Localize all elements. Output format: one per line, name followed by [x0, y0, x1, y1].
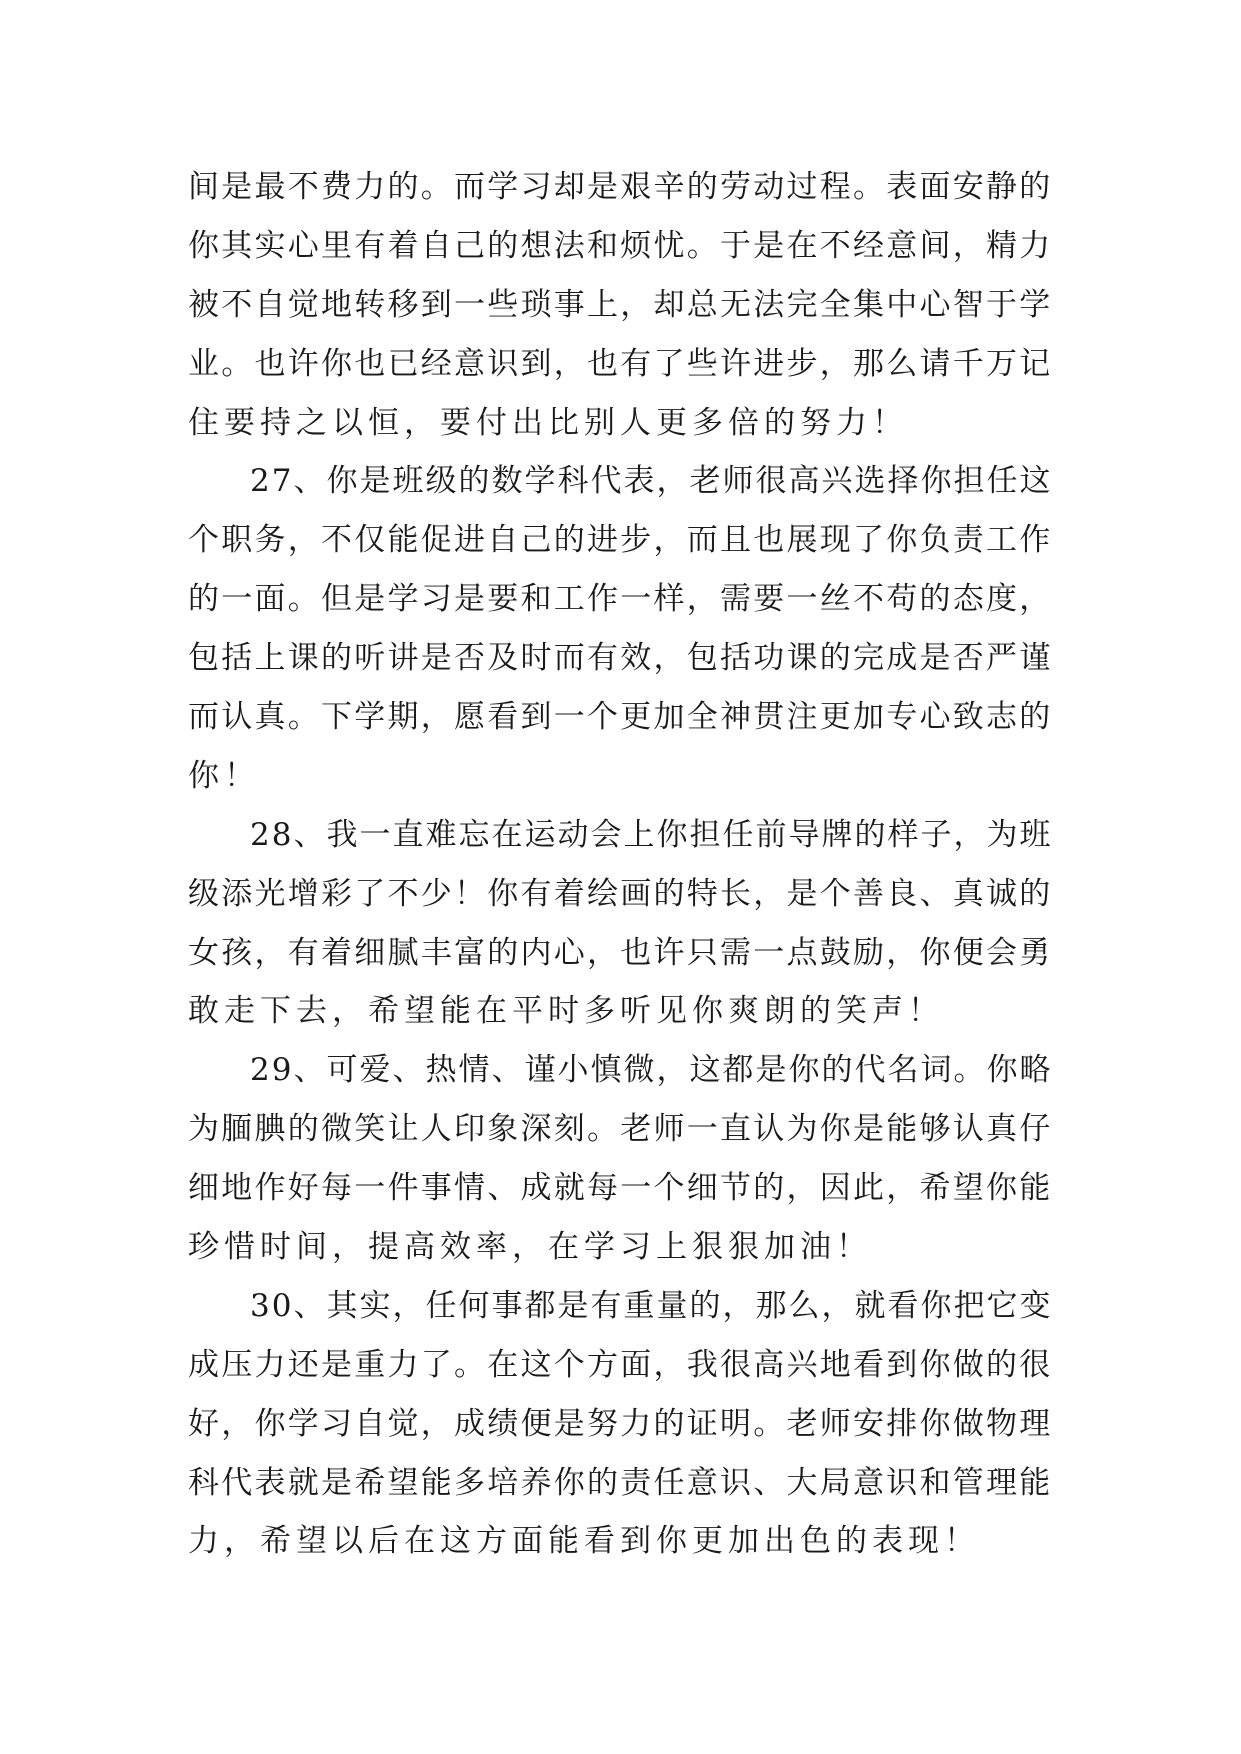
text-line: 女孩，有着细腻丰富的内心，也许只需一点鼓励，你便会勇: [188, 934, 1053, 971]
text-line: 被不自觉地转移到一些琐事上，却总无法完全集中心智于学: [188, 286, 1053, 323]
text-line: 间是最不费力的。而学习却是艰辛的劳动过程。表面安静的: [188, 169, 1053, 205]
text-line: 30、其实，任何事都是有重量的，那么，就看你把它变: [250, 1287, 1053, 1324]
text-line: 为腼腆的微笑让人印象深刻。老师一直认为你是能够认真仔: [188, 1111, 1053, 1148]
text-line: 你其实心里有着自己的想法和烦忧。于是在不经意间，精力: [188, 227, 1053, 264]
text-line: 你！: [188, 757, 260, 794]
text-line: 好，你学习自觉，成绩便是努力的证明。老师安排你做物理: [188, 1405, 1053, 1442]
text-line: 27、你是班级的数学科代表，老师很高兴选择你担任这: [250, 463, 1053, 500]
text-line: 的一面。但是学习是要和工作一样，需要一丝不苟的态度，: [188, 581, 1053, 618]
text-line: 科代表就是希望能多培养你的责任意识、大局意识和管理能: [188, 1464, 1053, 1501]
text-line: 敢走下去，希望能在平时多听见你爽朗的笑声！: [188, 993, 944, 1030]
text-line: 28、我一直难忘在运动会上你担任前导牌的样子，为班: [250, 816, 1053, 853]
text-line: 珍惜时间，提高效率，在学习上狠狠加油！: [188, 1229, 872, 1266]
text-line: 而认真。下学期，愿看到一个更加全神贯注更加专心致志的: [188, 699, 1053, 736]
document-body: [188, 158, 1058, 1571]
text-line: 力，希望以后在这方面能看到你更加出色的表现！: [188, 1523, 980, 1560]
text-line: 级添光增彩了不少！你有着绘画的特长，是个善良、真诚的: [188, 875, 1053, 912]
text-line: 包括上课的听讲是否及时而有效，包括功课的完成是否严谨: [188, 640, 1053, 677]
text-line: 业。也许你也已经意识到，也有了些许进步，那么请千万记: [188, 345, 1053, 382]
text-line: 29、可爱、热情、谨小慎微，这都是你的代名词。你略: [250, 1052, 1053, 1089]
text-line: 个职务，不仅能促进自己的进步，而且也展现了你负责工作: [188, 522, 1053, 559]
text-line: 成压力还是重力了。在这个方面，我很高兴地看到你做的很: [188, 1346, 1053, 1383]
text-line: 住要持之以恒，要付出比别人更多倍的努力！: [188, 404, 908, 441]
text-line: 细地作好每一件事情、成就每一个细节的，因此，希望你能: [188, 1170, 1053, 1207]
